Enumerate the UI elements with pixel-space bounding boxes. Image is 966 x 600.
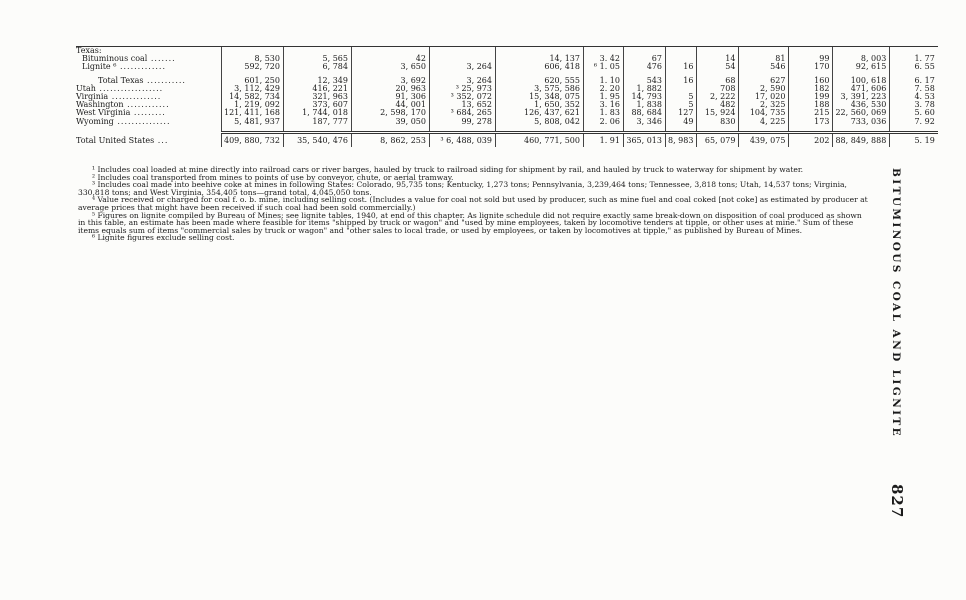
table-cell: 12, 349 [283,77,351,85]
leader-dots: .............. [108,92,162,102]
row-label-text: West Virginia [76,108,131,118]
table-cell: 14 [697,55,739,63]
table-cell: 199 [789,93,833,101]
table-cell: 3, 264 [429,77,495,85]
table-cell: 35, 540, 476 [283,132,351,147]
table-cell: 6. 55 [890,63,938,71]
table-cell: 91, 306 [351,93,429,101]
row-label [76,132,222,147]
table-cell: 1, 744, 018 [283,109,351,117]
table-cell: ³ 352, 072 [429,93,495,101]
table-cell: 20, 963 [351,85,429,93]
table-cell: 6. 17 [890,77,938,85]
table-cell: 188 [789,101,833,109]
table-cell: 104, 735 [739,109,789,117]
table-cell: 1, 219, 092 [222,101,284,109]
table-cell: ³ 25, 973 [429,85,495,93]
table-cell: 439, 075 [739,132,789,147]
table-cell: 606, 418 [495,63,583,71]
table-row [76,101,938,109]
table-cell: 2, 325 [739,101,789,109]
footnote: ⁴ Value received or charged for coal f. o. b. mine, including selling cost. (Includes a value for coal not sold but used by producer, such as mine fuel and coal coked [not coke] as estimated by producer at average prices that might have been received if such coal had been sold commercially.) [78,195,868,212]
table-row [76,93,938,101]
table-row [76,85,938,93]
leader-dots: ............... [113,116,171,126]
table-cell: 121, 411, 168 [222,109,284,117]
table-cell: 170 [789,63,833,71]
table-cell: 1. 10 [583,77,623,85]
table-cell: 3. 78 [890,101,938,109]
table-cell: 160 [789,77,833,85]
table-cell: 15, 924 [697,109,739,117]
page-number-text: 827 [888,484,906,519]
table-cell: 471, 606 [833,85,890,93]
table-cell: 49 [665,118,696,126]
table-row [76,109,938,117]
table-cell: 3, 264 [429,63,495,71]
table-cell: 3, 575, 586 [495,85,583,93]
table-cell: 65, 079 [697,132,739,147]
page-number [882,484,912,524]
table-section-row [76,47,938,56]
row-label-text: Total United States [76,135,155,145]
table-cell: 16 [665,77,696,85]
table-cell: 3, 391, 223 [833,93,890,101]
table-cell: 1. 91 [583,132,623,147]
leader-dots: ............. [116,62,167,72]
table-cell: 92, 615 [833,63,890,71]
leader-dots: ......... [130,108,166,118]
footnote: ¹ Includes coal loaded at mine directly into railroad cars or river barges, hauled by truck to railroad siding for shipment by rail, and hauled by truck to waterway for shipment by water. [92,165,804,174]
table-cell: 8, 862, 253 [351,132,429,147]
table-cell: 7. 92 [890,118,938,126]
table-cell: 88, 684 [623,109,665,117]
table-cell: 126, 437, 621 [495,109,583,117]
leader-dots: ... [154,135,169,145]
table-cell: 99, 278 [429,118,495,126]
table-cell: 482 [697,101,739,109]
table-cell: 592, 720 [222,63,284,71]
table-cell: 13, 652 [429,101,495,109]
footnote: ⁶ Lignite figures exclude selling cost. [92,233,235,243]
table-cell: 2, 598, 170 [351,109,429,117]
table-cell: 1. 83 [583,109,623,117]
footnote: ³ Includes coal made into beehive coke at mines in following States: Colorado, 95,735 tons; Kentucky, 1,273 tons; Pennsylvania, 3,239,464 tons; Tennessee, 3,818 tons; Utah, 14,537 tons; Virginia, 330,818 tons; and West Virginia, 354,405 tons—grand total, 4,045,050 tons. [78,180,847,197]
table-cell: 2. 06 [583,118,623,126]
table-cell: 99 [789,55,833,63]
table-cell: 2. 20 [583,85,623,93]
footnote: ⁵ Figures on lignite compiled by Bureau of Mines; see lignite tables, 1940, at end of this chapter. As lignite schedule did not require exactly same break-down on disposition of coal produced as shown in this table, an estimate has been made where feasible for items "shipped by truck or wagon" and "used by mine employees, taken by locomotive tenders at tipple, or other uses at mine." Sum of these items equals sum of items "commercial sales by truck or wagon" and "other sales to local trade, or used by employees, or taken by locomotives at tipple," as published by Bureau of Mines. [78,210,862,235]
table-cell: 14, 793 [623,93,665,101]
table-cell [665,47,696,56]
table-cell: 7. 58 [890,85,938,93]
table-cell: 39, 050 [351,118,429,126]
table-cell: 8, 983 [665,132,696,147]
table-cell: 3, 346 [623,118,665,126]
table-row [76,118,938,126]
table-cell: 4, 225 [739,118,789,126]
row-label-text: Wyoming [76,116,114,126]
table-cell: ³ 684, 265 [429,109,495,117]
table-cell: 81 [739,55,789,63]
table-cell: 16 [665,63,696,71]
table-cell: 460, 771, 500 [495,132,583,147]
table-cell: 44, 001 [351,101,429,109]
table-cell: 5, 481, 937 [222,118,284,126]
running-head [882,168,912,439]
row-label [76,118,222,126]
table-row [76,132,938,147]
table-cell: 3, 650 [351,63,429,71]
table-row [76,55,938,63]
table-cell: 42 [351,55,429,63]
table-cell: 15, 348, 075 [495,93,583,101]
row-label-text: Washington [76,100,124,110]
coal-production-table [76,46,938,147]
table-cell: 6, 784 [283,63,351,71]
table-cell: 14, 137 [495,55,583,63]
table-cell: 3. 42 [583,55,623,63]
table-cell: 543 [623,77,665,85]
table-cell: 127 [665,109,696,117]
table-cell: 1. 77 [890,55,938,63]
table-cell: 8, 003 [833,55,890,63]
table-cell: 1, 650, 352 [495,101,583,109]
table-cell [429,47,495,56]
leader-dots: .................. [95,83,164,93]
table-cell: 5 [665,93,696,101]
table-cell: 2, 590 [739,85,789,93]
table-cell: 88, 849, 888 [833,132,890,147]
table-cell: 409, 880, 732 [222,132,284,147]
table-cell: 202 [789,132,833,147]
table-cell: 3, 692 [351,77,429,85]
table-cell: 68 [697,77,739,85]
leader-dots: ........... [143,75,186,85]
table-cell: 416, 221 [283,85,351,93]
table-cell: 5. 60 [890,109,938,117]
table-cell: 620, 555 [495,77,583,85]
table-cell: 4. 53 [890,93,938,101]
table-row [76,63,938,71]
table-cell: 14, 582, 734 [222,93,284,101]
row-label-text: Bituminous coal [82,54,148,64]
table-cell: 5. 19 [890,132,938,147]
footnotes [78,166,868,242]
table-cell: 54 [697,63,739,71]
table-cell: 173 [789,118,833,126]
table-cell: 8, 530 [222,55,284,63]
table-cell: 17, 020 [739,93,789,101]
table-cell: ⁶ 1. 05 [583,63,623,71]
table-cell: 627 [739,77,789,85]
table-cell: 373, 607 [283,101,351,109]
table-cell: 1, 838 [623,101,665,109]
table-cell: 321, 963 [283,93,351,101]
table-row [76,77,938,85]
table-cell: 182 [789,85,833,93]
leader-dots: ............ [123,100,170,110]
table-cell: 436, 530 [833,101,890,109]
table-cell: 5, 808, 042 [495,118,583,126]
table-cell: 22, 560, 069 [833,109,890,117]
table-cell: 1. 95 [583,93,623,101]
table-cell: ³ 6, 488, 039 [429,132,495,147]
table-cell: 476 [623,63,665,71]
row-label-text: Total Texas [98,75,144,85]
row-label-text: Virginia [76,92,109,102]
table-cell: 601, 250 [222,77,284,85]
footnote: ² Includes coal transported from mines to points of use by conveyor, chute, or aerial tramway. [92,172,454,182]
leader-dots: ....... [147,54,176,64]
table-cell: 365, 013 [623,132,665,147]
table-cell: 3, 112, 429 [222,85,284,93]
table-cell: 215 [789,109,833,117]
row-label-text: Utah [76,83,96,93]
running-head-text: BITUMINOUS COAL AND LIGNITE [890,168,902,439]
table-cell: 708 [697,85,739,93]
table-cell: 1, 882 [623,85,665,93]
section-label: Texas: [76,47,222,56]
table-cell: 830 [697,118,739,126]
row-label [76,63,222,71]
table-cell: 733, 036 [833,118,890,126]
table-cell: 546 [739,63,789,71]
table-cell: 100, 618 [833,77,890,85]
table-cell: 187, 777 [283,118,351,126]
table-cell: 2, 222 [697,93,739,101]
row-label-text: Lignite ⁶ [82,62,117,72]
table-cell: 67 [623,55,665,63]
table-cell: 5 [665,101,696,109]
table-cell: 3. 16 [583,101,623,109]
table-cell: 5, 565 [283,55,351,63]
